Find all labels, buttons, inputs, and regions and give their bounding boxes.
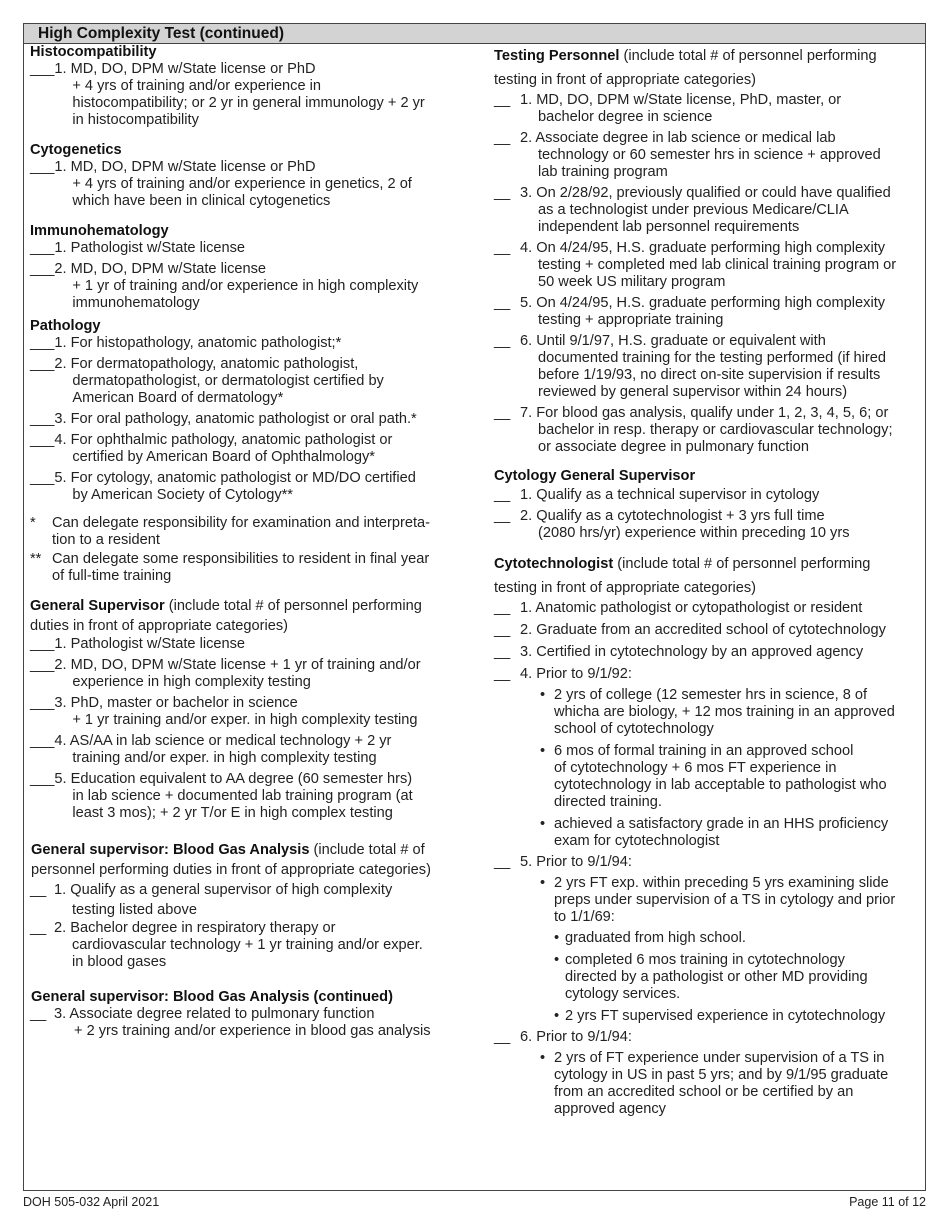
checkbox-blank[interactable]: __ — [30, 882, 51, 898]
tp-item-4: __ 4. On 4/24/95, H.S. graduate performing high complexity testing + completed med lab clinical training program or 50 week US military program — [494, 240, 897, 290]
section-header — [24, 24, 925, 44]
checkbox-blank[interactable]: ___ — [30, 695, 55, 711]
checkbox-blank[interactable]: ___ — [30, 240, 55, 256]
tp-item-6: __ 6. Until 9/1/97, H.S. graduate or equivalent with documented training for the testing performed (if hired before 1/19/93, no direct on-site supervision if results reviewed by general supervisor within 24 hours) — [494, 333, 887, 400]
right-column — [494, 44, 924, 1118]
checkbox-blank[interactable]: __ — [494, 508, 515, 524]
checkbox-blank[interactable]: __ — [30, 1006, 51, 1022]
tp-item-2: __ 2. Associate degree in lab science or medical lab technology or 60 semester hrs in science + approved lab training program — [494, 130, 881, 180]
section-title: High Complexity Test (continued) — [38, 25, 284, 42]
path-item-2: ___ 2. For dermatopathology, anatomic pathologist, dermatopathologist, or dermatologist certified by American Board of dermatology* — [30, 356, 384, 406]
ct-item-3: __ 3. Certified in cytotechnology by an approved agency — [494, 644, 864, 660]
checkbox-blank[interactable]: ___ — [30, 61, 55, 77]
gensup-item-3: ___ 3. PhD, master or bachelor in science + 1 yr training and/or exper. in high complexity testing — [30, 695, 418, 728]
left-column — [30, 44, 470, 1040]
checkbox-blank[interactable]: ___ — [30, 733, 55, 749]
tp-item-7: __ 7. For blood gas analysis, qualify under 1, 2, 3, 4, 5, 6; or bachelor in resp. therapy or cardiovascular technology; or associate degree in pulmonary function — [494, 405, 893, 455]
ct-item-4: __ 4. Prior to 9/1/92: — [494, 666, 632, 682]
cytogenetics-heading: Cytogenetics — [30, 142, 122, 158]
checkbox-blank[interactable]: __ — [494, 1029, 515, 1045]
pathology-heading: Pathology — [30, 318, 101, 334]
footnote-single-star: * Can delegate responsibility for examination and interpreta- tion to a resident — [30, 515, 431, 548]
list-item: • 2 yrs of FT experience under supervision of a TS in cytology in US in past 5 yrs; and by 9/1/95 graduate from an accredited school or be certified by an approved agency — [540, 1050, 889, 1117]
form-number: DOH 505-032 April 2021 — [23, 1195, 160, 1209]
tp-item-5: __ 5. On 4/24/95, H.S. graduate performing high complexity testing + appropriate training — [494, 295, 886, 328]
checkbox-blank[interactable]: __ — [494, 295, 515, 311]
checkbox-blank[interactable]: __ — [494, 240, 515, 256]
cyto-item-1: ___ 1. MD, DO, DPM w/State license or PhD + 4 yrs of training and/or experience in genetics, 2 of which have been in clinical cytogenetics — [30, 159, 412, 209]
path-item-4: ___ 4. For ophthalmic pathology, anatomic pathologist or certified by American Board of Ophthalmology* — [30, 432, 393, 465]
checkbox-blank[interactable]: __ — [494, 405, 515, 421]
checkbox-blank[interactable]: __ — [30, 920, 51, 936]
gensup-item-5: ___ 5. Education equivalent to AA degree (60 semester hrs) in lab science + documented lab training program (at least 3 mos); + 2 yr T/or E in high complex testing — [30, 771, 413, 821]
tp-item-3: __ 3. On 2/28/92, previously qualified or could have qualified as a technologist under previous Medicare/CLIA independent lab personnel requirements — [494, 185, 891, 235]
checkbox-blank[interactable]: __ — [494, 333, 515, 349]
checkbox-blank[interactable]: __ — [494, 130, 515, 146]
ct-item-4-bullets — [494, 683, 924, 850]
checkbox-blank[interactable]: __ — [494, 92, 515, 108]
checkbox-blank[interactable]: ___ — [30, 432, 55, 448]
list-item: • graduated from high school. — [554, 930, 746, 946]
checkbox-blank[interactable]: __ — [494, 622, 515, 638]
cytotechnologist-heading: Cytotechnologist (include total # of personnel performing testing in front of appropriate categories) — [494, 556, 871, 596]
cytology-general-supervisor-heading: Cytology General Supervisor — [494, 468, 696, 484]
page-number: Page 11 of 12 — [849, 1195, 926, 1209]
blood-gas-continued-heading: General supervisor: Blood Gas Analysis (continued) — [31, 989, 393, 1005]
gensup-item-4: ___ 4. AS/AA in lab science or medical technology + 2 yr training and/or exper. in high complexity testing — [30, 733, 392, 766]
ct-item-5: __ 5. Prior to 9/1/94: — [494, 854, 632, 870]
checkbox-blank[interactable]: ___ — [30, 159, 55, 175]
checkbox-blank[interactable]: __ — [494, 644, 515, 660]
ct-item-2: __ 2. Graduate from an accredited school of cytotechnology — [494, 622, 886, 638]
checkbox-blank[interactable]: __ — [494, 600, 515, 616]
list-item: • completed 6 mos training in cytotechnology directed by a pathologist or other MD providing cytology services. — [554, 952, 868, 1002]
checkbox-blank[interactable]: ___ — [30, 356, 55, 372]
list-item: • 2 yrs FT exp. within preceding 5 yrs examining slide preps under supervision of a TS in cytology and prior to 1/1/69: — [540, 875, 896, 925]
checkbox-blank[interactable]: ___ — [30, 636, 55, 652]
list-item: • 6 mos of formal training in an approved school of cytotechnology + 6 mos FT experience in cytotechnology in lab acceptable to pathologist who directed training. — [540, 743, 887, 810]
gensup-item-2: ___ 2. MD, DO, DPM w/State license + 1 yr of training and/or experience in high complexity testing — [30, 657, 421, 690]
ct-item-6-bullets — [494, 1046, 924, 1118]
list-item: • 2 yrs of college (12 semester hrs in science, 8 of whicha are biology, + 12 mos training in an approved school of cytotechnology — [540, 687, 895, 737]
ct-item-5-bullets — [494, 871, 924, 1025]
ct-item-1: __ 1. Anatomic pathologist or cytopathologist or resident — [494, 600, 863, 616]
checkbox-blank[interactable]: __ — [494, 666, 515, 682]
histo-item-1: ___ 1. MD, DO, DPM w/State license or PhD + 4 yrs of training and/or experience in histocompatibility; or 2 yr in general immunology + 2 yr in histocompatibility — [30, 61, 425, 128]
footnote-double-star: ** Can delegate some responsibilities to resident in final year of full-time training — [30, 551, 430, 584]
path-item-1: ___ 1. For histopathology, anatomic pathologist;* — [30, 335, 342, 351]
path-item-3: ___ 3. For oral pathology, anatomic pathologist or oral path.* — [30, 411, 417, 427]
immunohematology-heading: Immunohematology — [30, 223, 169, 239]
checkbox-blank[interactable]: __ — [494, 185, 515, 201]
bga2-item-3: __ 3. Associate degree related to pulmonary function + 2 yrs training and/or experience in blood gas analysis — [30, 1006, 431, 1039]
immuno-item-2: ___ 2. MD, DO, DPM w/State license + 1 yr of training and/or experience in high complexity immunohematology — [30, 261, 419, 311]
checkbox-blank[interactable]: __ — [494, 854, 515, 870]
checkbox-blank[interactable]: ___ — [30, 261, 55, 277]
list-item: • achieved a satisfactory grade in an HHS proficiency exam for cytotechnologist — [540, 816, 889, 849]
cgs-item-1: __ 1. Qualify as a technical supervisor in cytology — [494, 487, 820, 503]
checkbox-blank[interactable]: ___ — [30, 470, 55, 486]
list-item: • 2 yrs FT supervised experience in cytotechnology — [554, 1008, 886, 1024]
checkbox-blank[interactable]: ___ — [30, 411, 55, 427]
histocompatibility-heading: Histocompatibility — [30, 44, 157, 60]
checkbox-blank[interactable]: __ — [494, 487, 515, 503]
bga-item-1: __ 1. Qualify as a general supervisor of high complexity testing listed above — [30, 882, 393, 918]
gensup-item-1: ___ 1. Pathologist w/State license — [30, 636, 246, 652]
checkbox-blank[interactable]: ___ — [30, 335, 55, 351]
testing-personnel-heading: Testing Personnel (include total # of personnel performing testing in front of appropriate categories) — [494, 48, 877, 88]
bga-item-2: __ 2. Bachelor degree in respiratory therapy or cardiovascular technology + 1 yr training and/or exper. in blood gases — [30, 920, 423, 970]
checkbox-blank[interactable]: ___ — [30, 657, 55, 673]
ct-item-5-subbullets — [540, 926, 924, 1025]
tp-item-1: __ 1. MD, DO, DPM w/State license, PhD, master, or bachelor degree in science — [494, 92, 842, 125]
general-supervisor-heading: General Supervisor (include total # of personnel performing duties in front of appropriate categories) — [30, 598, 422, 634]
ct-item-6: __ 6. Prior to 9/1/94: — [494, 1029, 632, 1045]
checkbox-blank[interactable]: ___ — [30, 771, 55, 787]
blood-gas-heading: General supervisor: Blood Gas Analysis (include total # of personnel performing duties in front of appropriate categories) — [31, 842, 431, 878]
path-item-5: ___ 5. For cytology, anatomic pathologist or MD/DO certified by American Society of Cytology** — [30, 470, 416, 503]
immuno-item-1: ___ 1. Pathologist w/State license — [30, 240, 246, 256]
cgs-item-2: __ 2. Qualify as a cytotechnologist + 3 yrs full time (2080 hrs/yr) experience within preceding 10 yrs — [494, 508, 850, 541]
